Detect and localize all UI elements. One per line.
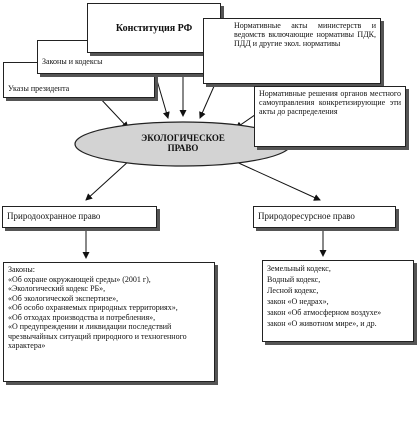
- arrow-normative: [200, 84, 215, 118]
- nature-protection-label: Природоохранное право: [7, 211, 101, 221]
- arrow-laws: [154, 70, 168, 118]
- resource-law-item: закон «О животном мире», и др.: [267, 319, 377, 328]
- protection-law-item: «Об экологической экспертизе»,: [8, 293, 119, 303]
- center-label: ЭКОЛОГИЧЕСКОЕ ПРАВО: [141, 133, 225, 153]
- resource-law-item: закон «Об атмосферном воздухе»: [267, 308, 382, 317]
- nature-protection-box: [2, 206, 157, 228]
- local-decisions-label: Нормативные решения органов местного самоуправления конкретизирующие эти акты до распределения: [259, 89, 401, 116]
- arrow-to-resource: [232, 160, 320, 200]
- constitution-label: Конституция РФ: [115, 22, 193, 34]
- protection-law-item: «Об охране окружающей среды» (2001 г),: [8, 274, 151, 284]
- protection-laws-box: [3, 262, 215, 382]
- resource-law-item: Водный кодекс,: [267, 275, 321, 284]
- resource-laws-box: [262, 260, 414, 342]
- resource-law-item: Лесной кодекс,: [267, 286, 319, 295]
- resource-law-item: закон «О недрах»,: [267, 297, 329, 306]
- presidential-decrees-label: Указы президента: [8, 84, 70, 93]
- local-decisions-box: [254, 86, 406, 147]
- protection-laws-title: Законы:: [8, 265, 35, 274]
- protection-law-item: «О предупреждении и ликвидации последствий чрезвычайных ситуаций природного и техногенного характера»: [8, 322, 187, 350]
- laws-codes-label: Законы и кодексы: [42, 57, 103, 66]
- constitution-box: [87, 3, 221, 53]
- protection-law-item: «Об отходах производства и потребления»,: [8, 312, 156, 322]
- protection-law-item: «Экологический кодекс РБ»,: [8, 284, 106, 293]
- resource-law-item: Земельный кодекс,: [267, 264, 331, 273]
- natural-resource-box: [253, 206, 396, 228]
- protection-law-item: «Об особо охраняемых природных территориях»,: [8, 303, 178, 312]
- arrow-decrees: [98, 96, 128, 128]
- natural-resource-label: Природоресурсное право: [258, 211, 355, 221]
- arrow-to-protection: [86, 160, 130, 200]
- normative-acts-box: [203, 18, 381, 84]
- normative-acts-label: Нормативные акты министерств и ведомств включающие нормативы ПДК, ПДД и другие экол. нормативы: [234, 21, 376, 48]
